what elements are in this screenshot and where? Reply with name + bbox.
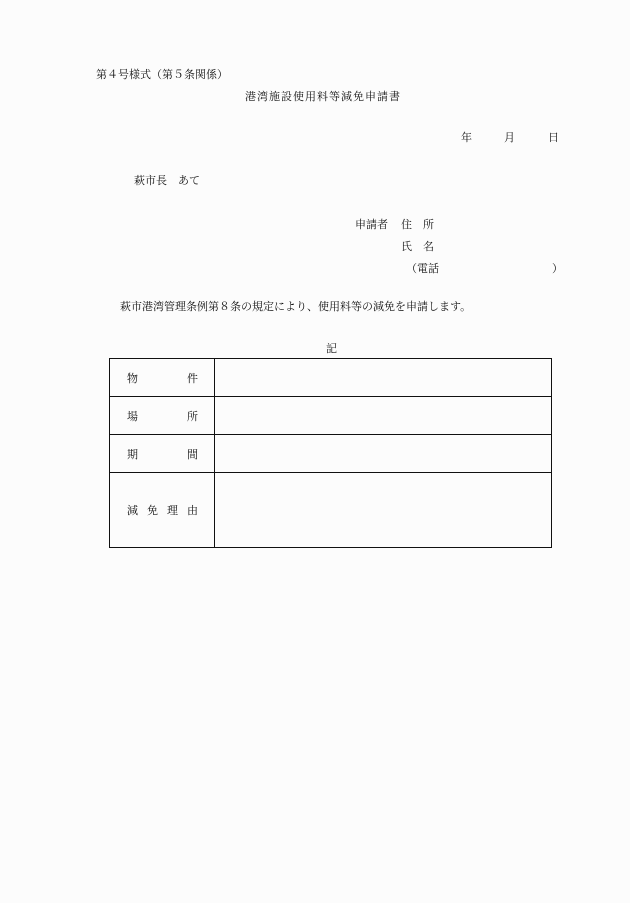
phone-close: ）: [552, 262, 563, 275]
label-char: 物: [127, 371, 138, 385]
date-day-label: 日: [548, 131, 559, 144]
label-cell: [110, 435, 215, 473]
form-number: 第４号様式（第５条関係）: [96, 68, 228, 81]
items-table: [109, 358, 552, 548]
table-row: [110, 435, 552, 473]
address-label: 住 所: [401, 218, 434, 231]
label-cell: [110, 359, 215, 397]
phone-open: （電話: [406, 262, 439, 275]
table-row: [110, 473, 552, 548]
applicant-label: 申請者: [355, 218, 388, 231]
table-row: [110, 359, 552, 397]
label-char: 減: [127, 504, 138, 517]
location-value-cell[interactable]: [215, 397, 552, 435]
document-title: 港湾施設使用料等減免申請書: [245, 90, 401, 103]
name-label: 氏 名: [401, 240, 434, 253]
label-char: 間: [187, 447, 198, 461]
date-row: [461, 129, 559, 145]
label-cell: [110, 473, 215, 548]
label-char: 由: [187, 504, 198, 517]
label-char: 理: [167, 504, 178, 517]
addressee: 萩市長 あて: [134, 174, 200, 187]
ki-label: 記: [326, 342, 337, 355]
label-char: 期: [127, 447, 138, 461]
applicant-block: [355, 214, 563, 280]
period-value-cell[interactable]: [215, 435, 552, 473]
date-year-label: 年: [461, 131, 472, 144]
label-char: 免: [147, 504, 158, 517]
label-char: 件: [187, 371, 198, 385]
label-char: 場: [127, 409, 138, 423]
label-cell: [110, 397, 215, 435]
item-value-cell[interactable]: [215, 359, 552, 397]
label-char: 所: [187, 409, 198, 423]
body-text: 萩市港湾管理条例第８条の規定により、使用料等の減免を申請します。: [120, 300, 472, 313]
table-row: [110, 397, 552, 435]
reason-value-cell[interactable]: [215, 473, 552, 548]
date-month-label: 月: [504, 131, 515, 144]
